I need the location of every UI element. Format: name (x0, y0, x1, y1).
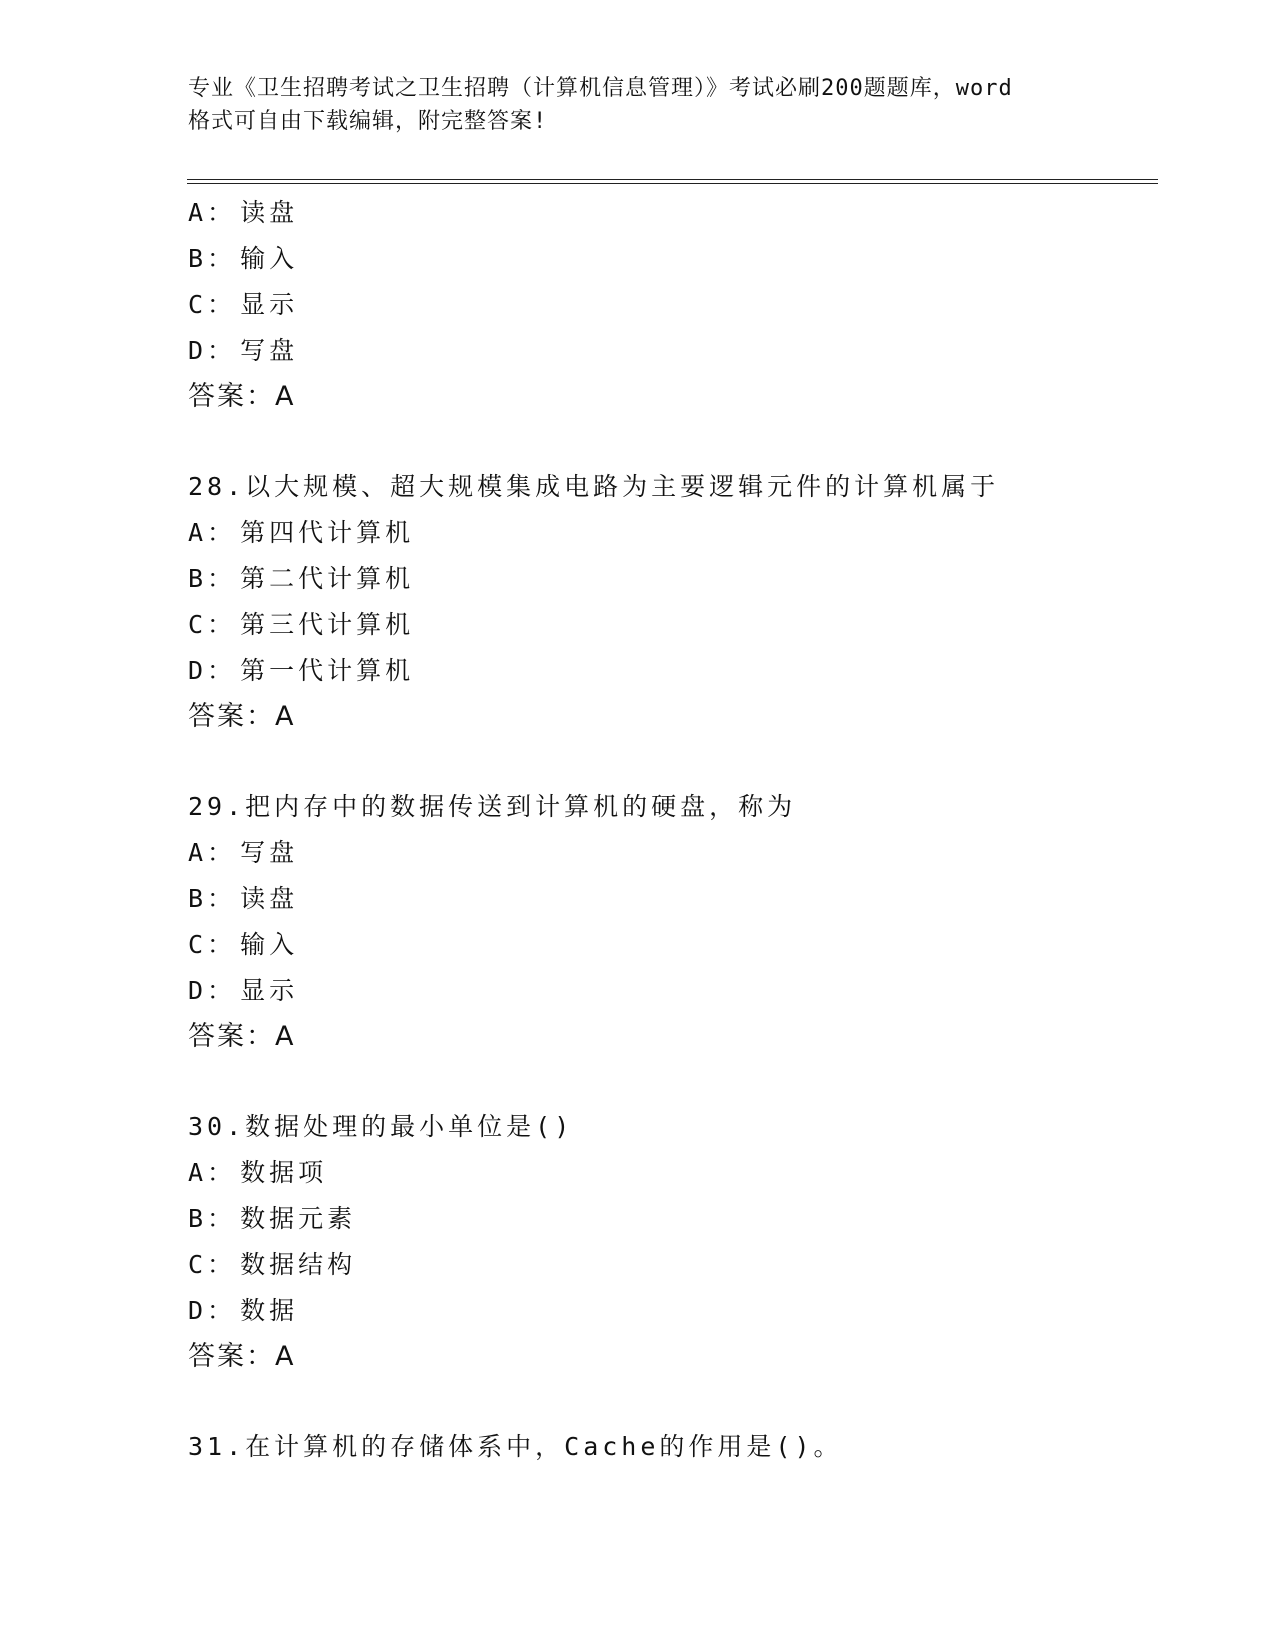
question-block-29 (188, 784, 1148, 1060)
question-block-27 (188, 190, 1148, 420)
option-b: B： 数据元素 (188, 1204, 357, 1233)
option-d: D： 数据 (188, 1296, 299, 1325)
question-block-30 (188, 1104, 1148, 1380)
option-d: D： 第一代计算机 (188, 656, 415, 685)
option-a: A： 读盘 (188, 198, 299, 227)
option-c: C： 数据结构 (188, 1250, 357, 1279)
option-a: A： 数据项 (188, 1158, 328, 1187)
question-stem: 28.以大规模、超大规模集成电路为主要逻辑元件的计算机属于 (188, 472, 1000, 501)
question-block-31 (188, 1424, 1148, 1470)
question-block-28 (188, 464, 1148, 740)
option-b: B： 第二代计算机 (188, 564, 415, 593)
answer-line: 答案：A (188, 701, 296, 732)
header-line-2: 格式可自由下载编辑，附完整答案! (188, 109, 548, 134)
option-b: B： 输入 (188, 244, 299, 273)
option-d: D： 写盘 (188, 336, 299, 365)
question-stem: 31.在计算机的存储体系中，Cache的作用是()。 (188, 1432, 843, 1461)
header-line-1: 专业《卫生招聘考试之卫生招聘（计算机信息管理）》考试必刷200题题库，word (188, 76, 1013, 101)
answer-line: 答案：A (188, 381, 296, 412)
option-c: C： 第三代计算机 (188, 610, 415, 639)
answer-line: 答案：A (188, 1021, 296, 1052)
option-c: C： 输入 (188, 930, 299, 959)
question-stem: 30.数据处理的最小单位是() (188, 1112, 574, 1141)
option-d: D： 显示 (188, 976, 299, 1005)
option-b: B： 读盘 (188, 884, 299, 913)
option-a: A： 写盘 (188, 838, 299, 867)
option-c: C： 显示 (188, 290, 299, 319)
answer-line: 答案：A (188, 1341, 296, 1372)
question-list (188, 190, 1148, 1470)
option-a: A： 第四代计算机 (188, 518, 415, 547)
question-stem: 29.把内存中的数据传送到计算机的硬盘，称为 (188, 792, 797, 821)
header-divider (187, 179, 1158, 184)
document-header (188, 72, 1088, 138)
